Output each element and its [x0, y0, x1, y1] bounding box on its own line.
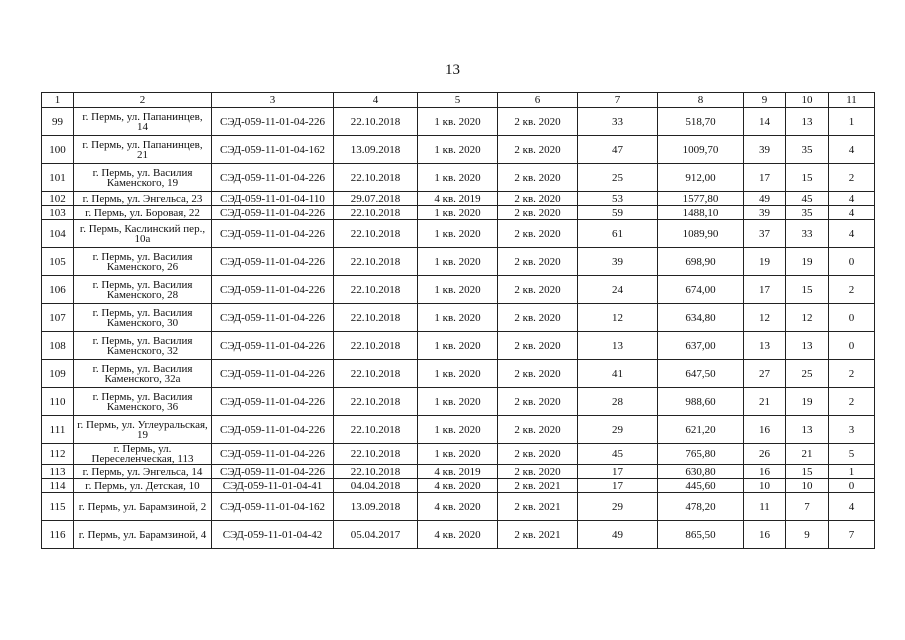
- col-10-value: 21: [786, 444, 829, 465]
- address-cell: г. Пермь, ул. Углеуральская, 19: [74, 416, 212, 444]
- column-header: 6: [498, 93, 578, 108]
- col-9-value: 16: [744, 416, 786, 444]
- col-11-value: 4: [829, 192, 875, 206]
- quarter-start: 1 кв. 2020: [418, 206, 498, 220]
- col-11-value: 4: [829, 136, 875, 164]
- col-9-value: 10: [744, 479, 786, 493]
- quarter-start: 1 кв. 2020: [418, 248, 498, 276]
- col-7-value: 29: [578, 416, 658, 444]
- header-row: [42, 93, 875, 108]
- document-number: СЭД-059-11-01-04-226: [212, 164, 334, 192]
- col-7-value: 28: [578, 388, 658, 416]
- row-number: 113: [42, 465, 74, 479]
- col-9-value: 39: [744, 136, 786, 164]
- row-number: 100: [42, 136, 74, 164]
- area-value: 674,00: [658, 276, 744, 304]
- address-cell: г. Пермь, ул. Василия Каменского, 32: [74, 332, 212, 360]
- address-cell: г. Пермь, ул. Василия Каменского, 26: [74, 248, 212, 276]
- col-7-value: 25: [578, 164, 658, 192]
- area-value: 1009,70: [658, 136, 744, 164]
- document-date: 22.10.2018: [334, 304, 418, 332]
- quarter-end: 2 кв. 2020: [498, 416, 578, 444]
- col-7-value: 13: [578, 332, 658, 360]
- col-10-value: 13: [786, 332, 829, 360]
- col-10-value: 13: [786, 108, 829, 136]
- col-11-value: 3: [829, 416, 875, 444]
- quarter-end: 2 кв. 2020: [498, 164, 578, 192]
- quarter-start: 4 кв. 2020: [418, 479, 498, 493]
- col-11-value: 2: [829, 360, 875, 388]
- document-date: 22.10.2018: [334, 416, 418, 444]
- document-date: 22.10.2018: [334, 108, 418, 136]
- row-number: 106: [42, 276, 74, 304]
- document-date: 05.04.2017: [334, 521, 418, 549]
- quarter-end: 2 кв. 2020: [498, 220, 578, 248]
- document-number: СЭД-059-11-01-04-226: [212, 276, 334, 304]
- table-row: [42, 465, 875, 479]
- col-7-value: 24: [578, 276, 658, 304]
- document-date: 29.07.2018: [334, 192, 418, 206]
- col-7-value: 59: [578, 206, 658, 220]
- quarter-start: 4 кв. 2019: [418, 465, 498, 479]
- col-11-value: 0: [829, 248, 875, 276]
- column-header: 5: [418, 93, 498, 108]
- quarter-end: 2 кв. 2020: [498, 276, 578, 304]
- table-row: [42, 136, 875, 164]
- address-cell: г. Пермь, ул. Василия Каменского, 30: [74, 304, 212, 332]
- row-number: 105: [42, 248, 74, 276]
- row-number: 116: [42, 521, 74, 549]
- quarter-start: 1 кв. 2020: [418, 304, 498, 332]
- col-9-value: 11: [744, 493, 786, 521]
- col-11-value: 2: [829, 388, 875, 416]
- document-date: 13.09.2018: [334, 493, 418, 521]
- quarter-start: 1 кв. 2020: [418, 108, 498, 136]
- document-number: СЭД-059-11-01-04-110: [212, 192, 334, 206]
- address-cell: г. Пермь, ул. Василия Каменского, 28: [74, 276, 212, 304]
- col-10-value: 10: [786, 479, 829, 493]
- column-header: 10: [786, 93, 829, 108]
- area-value: 1089,90: [658, 220, 744, 248]
- quarter-start: 1 кв. 2020: [418, 276, 498, 304]
- col-11-value: 4: [829, 206, 875, 220]
- area-value: 637,00: [658, 332, 744, 360]
- quarter-start: 1 кв. 2020: [418, 136, 498, 164]
- table-row: [42, 206, 875, 220]
- area-value: 518,70: [658, 108, 744, 136]
- table-row: [42, 493, 875, 521]
- row-number: 112: [42, 444, 74, 465]
- table-row: [42, 304, 875, 332]
- area-value: 647,50: [658, 360, 744, 388]
- quarter-end: 2 кв. 2021: [498, 521, 578, 549]
- row-number: 102: [42, 192, 74, 206]
- document-number: СЭД-059-11-01-04-226: [212, 416, 334, 444]
- col-9-value: 17: [744, 164, 786, 192]
- col-9-value: 17: [744, 276, 786, 304]
- quarter-start: 4 кв. 2020: [418, 493, 498, 521]
- document-number: СЭД-059-11-01-04-226: [212, 248, 334, 276]
- quarter-end: 2 кв. 2020: [498, 136, 578, 164]
- col-10-value: 7: [786, 493, 829, 521]
- document-number: СЭД-059-11-01-04-226: [212, 332, 334, 360]
- col-9-value: 14: [744, 108, 786, 136]
- quarter-end: 2 кв. 2020: [498, 206, 578, 220]
- quarter-start: 1 кв. 2020: [418, 388, 498, 416]
- col-7-value: 17: [578, 465, 658, 479]
- col-9-value: 16: [744, 465, 786, 479]
- document-number: СЭД-059-11-01-04-226: [212, 388, 334, 416]
- document-date: 22.10.2018: [334, 206, 418, 220]
- row-number: 99: [42, 108, 74, 136]
- column-header: 2: [74, 93, 212, 108]
- address-cell: г. Пермь, ул. Барамзиной, 4: [74, 521, 212, 549]
- table-row: [42, 332, 875, 360]
- col-11-value: 7: [829, 521, 875, 549]
- address-cell: г. Пермь, ул. Василия Каменского, 32а: [74, 360, 212, 388]
- area-value: 988,60: [658, 388, 744, 416]
- col-9-value: 19: [744, 248, 786, 276]
- document-date: 22.10.2018: [334, 444, 418, 465]
- table-row: [42, 416, 875, 444]
- col-11-value: 2: [829, 276, 875, 304]
- quarter-start: 4 кв. 2020: [418, 521, 498, 549]
- col-9-value: 12: [744, 304, 786, 332]
- row-number: 110: [42, 388, 74, 416]
- quarter-end: 2 кв. 2020: [498, 444, 578, 465]
- page-number: 13: [445, 62, 460, 78]
- document-number: СЭД-059-11-01-04-226: [212, 206, 334, 220]
- quarter-start: 1 кв. 2020: [418, 220, 498, 248]
- col-11-value: 2: [829, 164, 875, 192]
- row-number: 101: [42, 164, 74, 192]
- quarter-start: 1 кв. 2020: [418, 416, 498, 444]
- col-9-value: 39: [744, 206, 786, 220]
- document-date: 13.09.2018: [334, 136, 418, 164]
- col-9-value: 49: [744, 192, 786, 206]
- col-9-value: 37: [744, 220, 786, 248]
- document-date: 22.10.2018: [334, 276, 418, 304]
- quarter-end: 2 кв. 2021: [498, 493, 578, 521]
- col-7-value: 41: [578, 360, 658, 388]
- address-cell: г. Пермь, ул. Василия Каменского, 36: [74, 388, 212, 416]
- address-cell: г. Пермь, ул. Энгельса, 23: [74, 192, 212, 206]
- col-11-value: 0: [829, 332, 875, 360]
- col-7-value: 33: [578, 108, 658, 136]
- col-11-value: 1: [829, 465, 875, 479]
- quarter-start: 4 кв. 2019: [418, 192, 498, 206]
- area-value: 1577,80: [658, 192, 744, 206]
- document-number: СЭД-059-11-01-04-41: [212, 479, 334, 493]
- document-date: 22.10.2018: [334, 388, 418, 416]
- col-11-value: 1: [829, 108, 875, 136]
- document-number: СЭД-059-11-01-04-226: [212, 465, 334, 479]
- document-date: 22.10.2018: [334, 220, 418, 248]
- table-row: [42, 360, 875, 388]
- document-date: 22.10.2018: [334, 332, 418, 360]
- quarter-start: 1 кв. 2020: [418, 444, 498, 465]
- col-10-value: 9: [786, 521, 829, 549]
- area-value: 912,00: [658, 164, 744, 192]
- area-value: 865,50: [658, 521, 744, 549]
- area-value: 634,80: [658, 304, 744, 332]
- col-10-value: 13: [786, 416, 829, 444]
- col-10-value: 35: [786, 206, 829, 220]
- row-number: 107: [42, 304, 74, 332]
- row-number: 108: [42, 332, 74, 360]
- quarter-end: 2 кв. 2020: [498, 108, 578, 136]
- col-7-value: 53: [578, 192, 658, 206]
- column-header: 11: [829, 93, 875, 108]
- col-7-value: 17: [578, 479, 658, 493]
- document-number: СЭД-059-11-01-04-226: [212, 444, 334, 465]
- col-10-value: 12: [786, 304, 829, 332]
- col-7-value: 39: [578, 248, 658, 276]
- document-number: СЭД-059-11-01-04-226: [212, 108, 334, 136]
- quarter-end: 2 кв. 2021: [498, 479, 578, 493]
- table-row: [42, 444, 875, 465]
- table-row: [42, 248, 875, 276]
- quarter-end: 2 кв. 2020: [498, 192, 578, 206]
- row-number: 115: [42, 493, 74, 521]
- document-number: СЭД-059-11-01-04-226: [212, 220, 334, 248]
- col-9-value: 26: [744, 444, 786, 465]
- row-number: 109: [42, 360, 74, 388]
- col-7-value: 45: [578, 444, 658, 465]
- address-cell: г. Пермь, ул. Детская, 10: [74, 479, 212, 493]
- row-number: 104: [42, 220, 74, 248]
- address-cell: г. Пермь, ул. Папанинцев, 21: [74, 136, 212, 164]
- col-10-value: 19: [786, 388, 829, 416]
- column-header: 8: [658, 93, 744, 108]
- col-10-value: 19: [786, 248, 829, 276]
- col-9-value: 21: [744, 388, 786, 416]
- registry-table: [41, 92, 875, 549]
- area-value: 630,80: [658, 465, 744, 479]
- table-row: [42, 108, 875, 136]
- area-value: 478,20: [658, 493, 744, 521]
- quarter-end: 2 кв. 2020: [498, 304, 578, 332]
- document-date: 22.10.2018: [334, 465, 418, 479]
- address-cell: г. Пермь, ул. Василия Каменского, 19: [74, 164, 212, 192]
- col-9-value: 27: [744, 360, 786, 388]
- quarter-start: 1 кв. 2020: [418, 360, 498, 388]
- col-11-value: 5: [829, 444, 875, 465]
- area-value: 698,90: [658, 248, 744, 276]
- document-date: 22.10.2018: [334, 360, 418, 388]
- col-11-value: 0: [829, 304, 875, 332]
- column-header: 1: [42, 93, 74, 108]
- col-10-value: 33: [786, 220, 829, 248]
- area-value: 621,20: [658, 416, 744, 444]
- col-10-value: 35: [786, 136, 829, 164]
- col-11-value: 0: [829, 479, 875, 493]
- table-body: [42, 108, 875, 549]
- area-value: 445,60: [658, 479, 744, 493]
- row-number: 103: [42, 206, 74, 220]
- document-date: 04.04.2018: [334, 479, 418, 493]
- col-11-value: 4: [829, 493, 875, 521]
- table-row: [42, 521, 875, 549]
- row-number: 114: [42, 479, 74, 493]
- document-number: СЭД-059-11-01-04-162: [212, 493, 334, 521]
- col-11-value: 4: [829, 220, 875, 248]
- col-10-value: 15: [786, 164, 829, 192]
- document-number: СЭД-059-11-01-04-42: [212, 521, 334, 549]
- table-row: [42, 388, 875, 416]
- quarter-end: 2 кв. 2020: [498, 248, 578, 276]
- table-row: [42, 479, 875, 493]
- quarter-end: 2 кв. 2020: [498, 332, 578, 360]
- column-header: 4: [334, 93, 418, 108]
- column-header: 7: [578, 93, 658, 108]
- column-header: 9: [744, 93, 786, 108]
- table-row: [42, 220, 875, 248]
- address-cell: г. Пермь, ул. Боровая, 22: [74, 206, 212, 220]
- table-row: [42, 192, 875, 206]
- document-date: 22.10.2018: [334, 164, 418, 192]
- col-10-value: 45: [786, 192, 829, 206]
- address-cell: г. Пермь, ул. Переселенческая, 113: [74, 444, 212, 465]
- col-7-value: 29: [578, 493, 658, 521]
- address-cell: г. Пермь, ул. Папанинцев, 14: [74, 108, 212, 136]
- quarter-start: 1 кв. 2020: [418, 332, 498, 360]
- quarter-end: 2 кв. 2020: [498, 465, 578, 479]
- document-number: СЭД-059-11-01-04-162: [212, 136, 334, 164]
- col-10-value: 25: [786, 360, 829, 388]
- address-cell: г. Пермь, ул. Барамзиной, 2: [74, 493, 212, 521]
- area-value: 765,80: [658, 444, 744, 465]
- quarter-end: 2 кв. 2020: [498, 360, 578, 388]
- col-7-value: 47: [578, 136, 658, 164]
- quarter-start: 1 кв. 2020: [418, 164, 498, 192]
- document-number: СЭД-059-11-01-04-226: [212, 304, 334, 332]
- col-7-value: 61: [578, 220, 658, 248]
- col-10-value: 15: [786, 276, 829, 304]
- address-cell: г. Пермь, ул. Энгельса, 14: [74, 465, 212, 479]
- col-9-value: 13: [744, 332, 786, 360]
- table-row: [42, 276, 875, 304]
- column-header: 3: [212, 93, 334, 108]
- document-number: СЭД-059-11-01-04-226: [212, 360, 334, 388]
- address-cell: г. Пермь, Каслинский пер., 10а: [74, 220, 212, 248]
- row-number: 111: [42, 416, 74, 444]
- document-date: 22.10.2018: [334, 248, 418, 276]
- quarter-end: 2 кв. 2020: [498, 388, 578, 416]
- col-7-value: 49: [578, 521, 658, 549]
- area-value: 1488,10: [658, 206, 744, 220]
- col-9-value: 16: [744, 521, 786, 549]
- table-row: [42, 164, 875, 192]
- col-7-value: 12: [578, 304, 658, 332]
- col-10-value: 15: [786, 465, 829, 479]
